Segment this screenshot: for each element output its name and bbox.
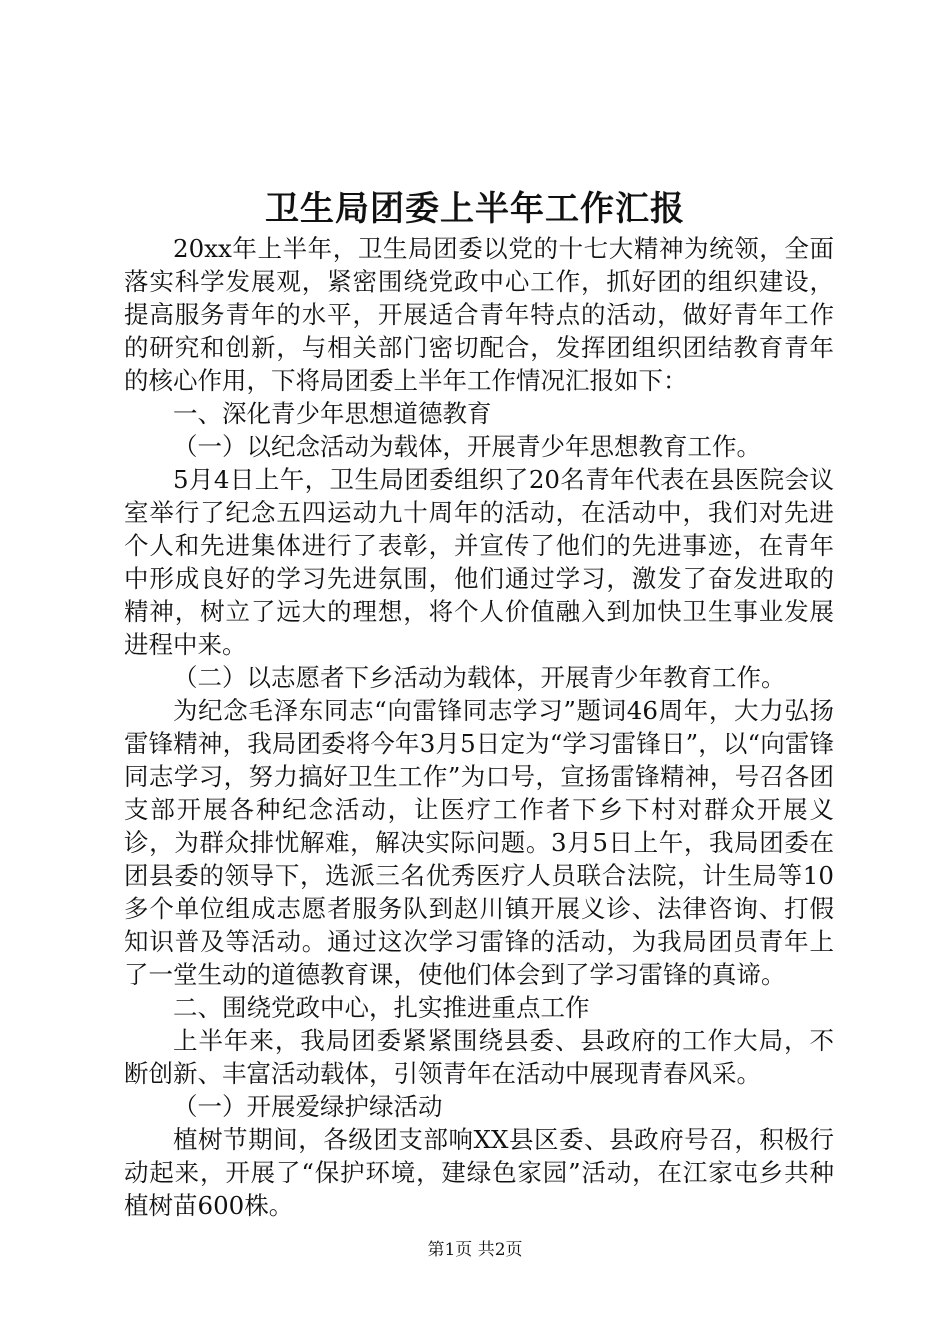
paragraph-first-half: 上半年来，我局团委紧紧围绕县委、县政府的工作大局，不断创新、丰富活动载体，引领青年在活动中展现青春风采。 [124, 1026, 834, 1088]
subsection-heading-2-1: （一）开展爱绿护绿活动 [173, 1092, 443, 1121]
subsection-heading-1-1: （一）以纪念活动为载体，开展青少年思想教育工作。 [173, 432, 761, 461]
paragraph-tree-planting: 植树节期间，各级团支部响XX县区委、县政府号召，积极行动起来，开展了“保护环境，建绿色家园”活动，在江家屯乡共种植树苗600株。 [124, 1125, 834, 1220]
section-heading-2: 二、围绕党政中心，扎实推进重点工作 [173, 993, 590, 1022]
intro-paragraph: 20xx年上半年，卫生局团委以党的十七大精神为统领，全面落实科学发展观，紧密围绕党政中心工作，抓好团的组织建设，提高服务青年的水平，开展适合青年特点的活动，做好青年工作的研究和创新，与相关部门密切配合，发挥团组织团结教育青年的核心作用，下将局团委上半年工作情况汇报如下： [124, 234, 834, 395]
document-title: 卫生局团委上半年工作汇报 [265, 189, 685, 229]
document-body [124, 232, 834, 1222]
paragraph-may-fourth: 5月4日上午，卫生局团委组织了20名青年代表在县医院会议室举行了纪念五四运动九十周年的活动，在活动中，我们对先进个人和先进集体进行了表彰，并宣传了他们的先进事迹，在青年中形成良好的学习先进氛围，他们通过学习，激发了奋发进取的精神，树立了远大的理想，将个人价值融入到加快卫生事业发展进程中来。 [124, 465, 834, 659]
paragraph-lei-feng: 为纪念毛泽东同志“向雷锋同志学习”题词46周年，大力弘扬雷锋精神，我局团委将今年3月5日定为“学习雷锋日”，以“向雷锋同志学习，努力搞好卫生工作”为口号，宣扬雷锋精神，号召各团支部开展各种纪念活动，让医疗工作者下乡下村对群众开展义诊，为群众排忧解难，解决实际问题。3月5日上午，我局团委在团县委的领导下，选派三名优秀医疗人员联合法院，计生局等10多个单位组成志愿者服务队到赵川镇开展义诊、法律咨询、打假知识普及等活动。通过这次学习雷锋的活动，为我局团员青年上了一堂生动的道德教育课，使他们体会到了学习雷锋的真谛。 [124, 696, 834, 989]
section-heading-1: 一、深化青少年思想道德教育 [173, 399, 492, 428]
page-footer: 第1页 共2页 [427, 1240, 523, 1260]
subsection-heading-1-2: （二）以志愿者下乡活动为载体，开展青少年教育工作。 [173, 663, 786, 692]
